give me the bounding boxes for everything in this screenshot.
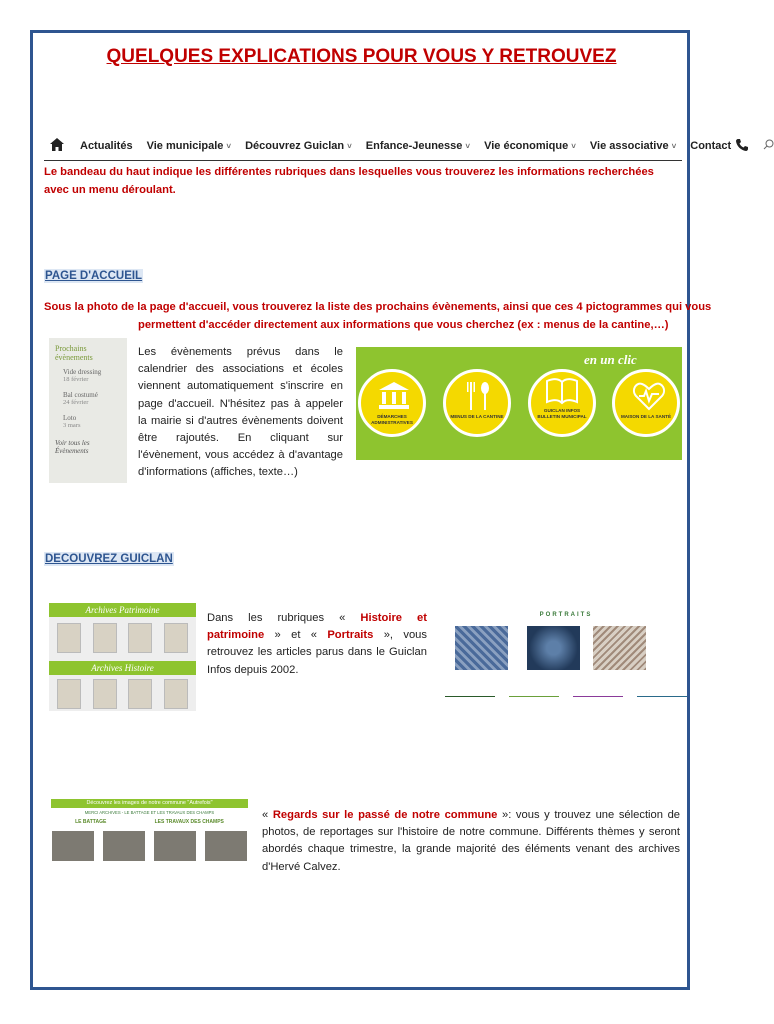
pictogram-guiclan-infos[interactable] — [528, 369, 596, 437]
archives-patrimoine-label: Archives Patrimoine — [49, 603, 196, 617]
menu-item-label: Contact — [690, 140, 732, 152]
menu-item-vie-economique[interactable] — [484, 140, 576, 152]
event-item[interactable] — [55, 414, 121, 429]
text-segment: »: vous y trouvez une sélection de photos, de reportages sur l'histoire de notre commune. Différents thèmes y seront abordés chaque trimestre, la grande majorité des éléments venant des archives d'Hervé Calvez. — [262, 809, 681, 873]
pictogram-label: GUICLAN INFOS BULLETIN MUNICIPAL — [537, 408, 587, 419]
historic-photo — [154, 831, 196, 861]
regards-thumb-subtitle: MERCI ARCHIVES - LE BATTAGE ET LES TRAVAUX DES CHAMPS — [84, 810, 215, 815]
highlight-histoire-patrimoine: Histoire et patrimoine — [207, 612, 427, 642]
regards-thumbnail[interactable] — [51, 799, 248, 871]
pictogram-label: MENUS DE LA CANTINE — [450, 414, 504, 419]
regards-photo-row — [51, 831, 248, 861]
all-events-link[interactable]: Voir tous les Évènements — [55, 439, 90, 455]
event-name: Vide dressing — [63, 368, 102, 376]
menu-item-actualites[interactable] — [80, 140, 133, 152]
archives-row — [51, 675, 194, 713]
event-date: 3 mars — [63, 422, 81, 429]
event-date: 24 février — [63, 399, 89, 406]
chevron-down-icon: ˅ — [465, 142, 471, 151]
regards-paragraph — [262, 807, 680, 876]
phone-icon[interactable] — [735, 138, 749, 155]
pictogram-label: DÉMARCHES ADMINISTRATIVES — [371, 414, 413, 425]
archives-histoire-label: Archives Histoire — [49, 661, 196, 675]
events-panel-thumbnail — [49, 338, 127, 483]
page-title: QUELQUES EXPLICATIONS POUR VOUS Y RETROUVEZ — [106, 46, 617, 67]
nav-menu-bar — [44, 132, 732, 161]
banner-tagline: en un clic — [584, 352, 637, 367]
menu-item-label: Actualités — [80, 140, 133, 152]
regards-thumb-title: Découvrez les images de notre commune "Autrefois" — [51, 799, 248, 808]
pictogram-menus-cantine[interactable] — [443, 369, 511, 437]
home-icon[interactable] — [50, 138, 64, 154]
text-segment: « — [262, 809, 269, 821]
historic-photo — [103, 831, 145, 861]
chevron-down-icon: ˅ — [347, 142, 352, 151]
portraits-title: PORTRAITS — [539, 612, 593, 618]
events-panel-title: Prochains évènements — [55, 344, 93, 362]
portrait-collage-image — [455, 626, 508, 670]
menu-item-vie-associative[interactable] — [590, 140, 676, 152]
highlight-regards-passe: Regards sur le passé de notre commune — [272, 809, 498, 821]
event-name: Bal costumé — [63, 391, 98, 399]
chevron-down-icon: ˅ — [671, 142, 677, 151]
event-item[interactable] — [55, 391, 121, 406]
section-heading-accueil: PAGE D'ACCUEIL — [45, 270, 143, 282]
regards-label-battage: LE BATTAGE — [75, 819, 107, 825]
text-segment: », vous retrouvez les articles parus dans le Guiclan Infos depuis 2002. — [207, 629, 428, 676]
search-icon[interactable] — [763, 139, 774, 153]
text-segment: Dans les rubriques « — [207, 612, 346, 624]
chevron-down-icon: ˅ — [226, 142, 232, 151]
portrait-collage-image — [527, 626, 580, 670]
archives-thumbnail[interactable] — [49, 603, 196, 711]
portrait-collage-image — [593, 626, 646, 670]
event-name: Loto — [63, 414, 77, 422]
portraits-columns-block — [445, 696, 687, 710]
pictogram-maison-sante[interactable] — [612, 369, 680, 437]
accueil-paragraph: Les évènements prévus dans le calendrier des associations et écoles viennent automatiquement s'inscrire en page d'accueil. N'hésitez pas à appeler la mairie si d'autres évènements doivent être rajoutés. En cliquant sur l'évènement, vous accédez à d'avantage d'informations (affiches, texte…) — [138, 346, 343, 479]
pictogram-label: MAISON DE LA SANTÉ — [620, 414, 672, 419]
accueil-lead-line1: Sous la photo de la page d'accueil, vous trouverez la liste des prochains évènements, ainsi que ces 4 pictogrammes qui vous — [44, 301, 712, 313]
historic-photo — [205, 831, 247, 861]
pictogram-banner — [356, 347, 682, 460]
menu-item-label: Découvrez Guiclan — [245, 140, 345, 152]
historic-photo — [52, 831, 94, 861]
menu-item-contact[interactable] — [690, 140, 731, 152]
portraits-caption-block — [445, 674, 687, 679]
archives-row — [51, 619, 194, 657]
menu-item-label: Vie municipale — [146, 140, 224, 152]
portraits-thumbnail[interactable] — [445, 612, 687, 742]
chevron-down-icon: ˅ — [571, 142, 576, 151]
menu-item-label: Enfance-Jeunesse — [365, 140, 463, 152]
menu-item-decouvrez-guiclan[interactable] — [245, 140, 352, 152]
menu-item-label: Vie associative — [589, 140, 669, 152]
pictogram-demarches[interactable] — [358, 369, 426, 437]
decouvrez-paragraph — [207, 610, 427, 679]
accueil-lead-line2: permettent d'accéder directement aux informations que vous cherchez (ex : menus de la cantine,…) — [138, 319, 669, 331]
event-date: 18 février — [63, 376, 89, 383]
menu-item-enfance-jeunesse[interactable] — [366, 140, 470, 152]
regards-label-travaux: LES TRAVAUX DES CHAMPS — [154, 819, 224, 825]
menu-item-label: Vie économique — [484, 140, 569, 152]
intro-text: Le bandeau du haut indique les différentes rubriques dans lesquelles vous trouverez les informations recherchées avec un menu déroulant. — [44, 166, 654, 196]
menu-item-vie-municipale[interactable] — [147, 140, 232, 152]
event-item[interactable] — [55, 368, 121, 383]
text-segment: » et « — [274, 629, 317, 642]
regards-thumb-labels — [51, 819, 248, 825]
section-heading-decouvrez: DECOUVREZ GUICLAN — [45, 553, 173, 565]
highlight-portraits: Portraits — [327, 629, 374, 642]
